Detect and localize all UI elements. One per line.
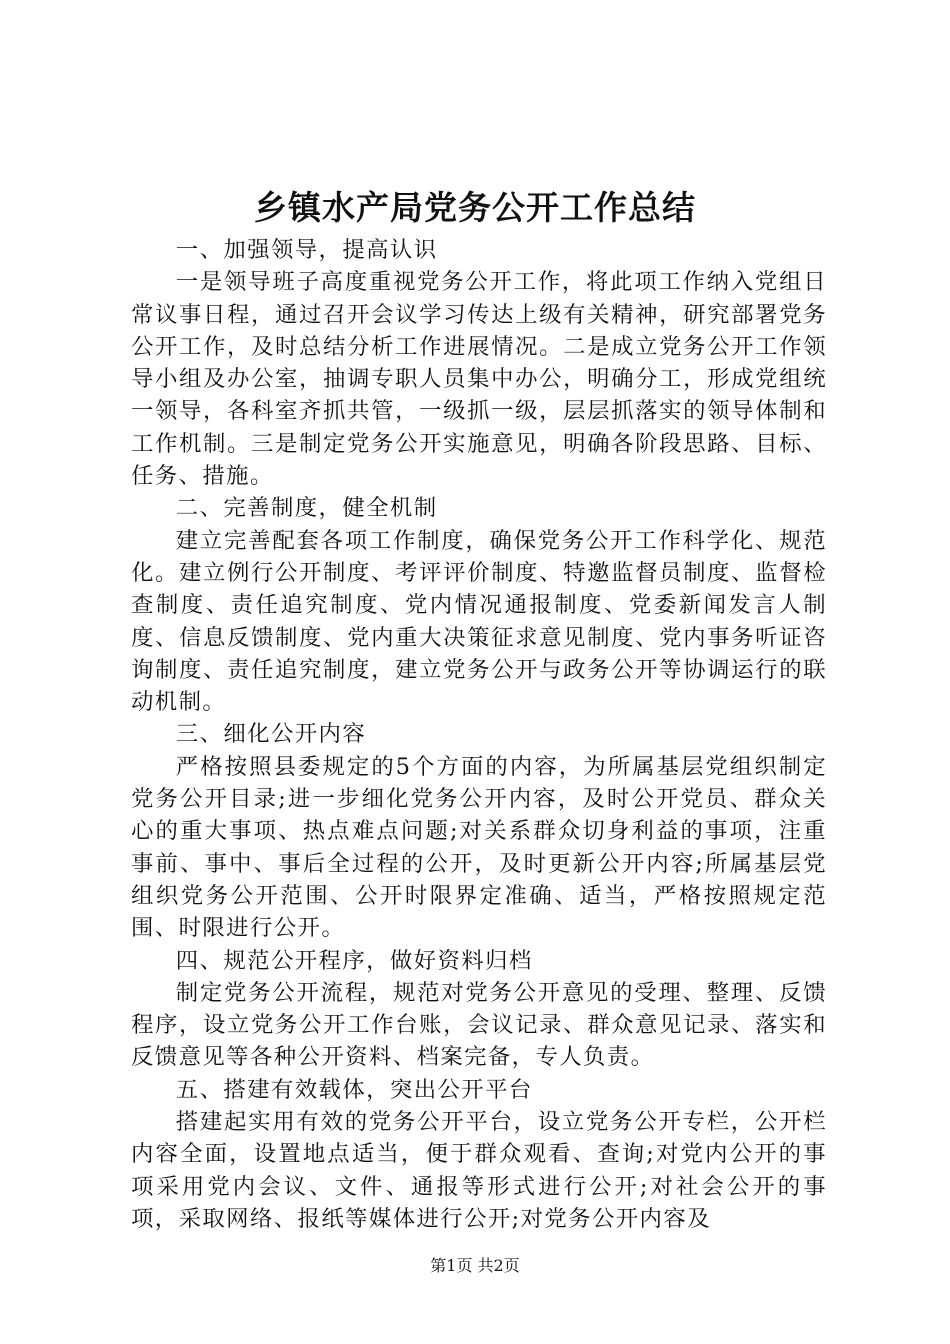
section-heading-4: 四、规范公开程序，做好资料归档 — [175, 947, 533, 974]
page-indicator: 第1页 共2页 — [430, 1256, 520, 1275]
document-title: 乡镇水产局党务公开工作总结 — [254, 188, 696, 227]
section-paragraph-1: 一是领导班子高度重视党务公开工作，将此项工作纳入党组日常议事日程，通过召开会议学习传达上级有关精神，研究部署党务公开工作，及时总结分析工作进展情况。二是成立党务公开工作领导小组及办公室，抽调专职人员集中办公，明确分工，形成党组统一领导，各科室齐抓共管，一级抓一级，层层抓落实的领导体制和工作机制。三是制定党务公开实施意见，明确各阶段思路、目标、任务、措施。 — [131, 269, 827, 490]
section-paragraph-5: 搭建起实用有效的党务公开平台，设立党务公开专栏，公开栏内容全面，设置地点适当，便于群众观看、查询;对党内公开的事项采用党内会议、文件、通报等形式进行公开;对社会公开的事项，采取网络、报纸等媒体进行公开;对党务公开内容及 — [131, 1109, 827, 1232]
section-heading-5: 五、搭建有效载体，突出公开平台 — [175, 1076, 533, 1103]
section-heading-2: 二、完善制度，健全机制 — [175, 495, 438, 522]
section-heading-1: 一、加强领导，提高认识 — [175, 237, 438, 263]
section-paragraph-4: 制定党务公开流程，规范对党务公开意见的受理、整理、反馈程序，设立党务公开工作台账，会议记录、群众意见记录、落实和反馈意见等各种公开资料、档案完备，专人负责。 — [131, 979, 827, 1071]
document-body — [131, 234, 827, 1235]
section-paragraph-2: 建立完善配套各项工作制度，确保党务公开工作科学化、规范化。建立例行公开制度、考评评价制度、特邀监督员制度、监督检查制度、责任追究制度、党内情况通报制度、党委新闻发言人制度、信息反馈制度、党内重大决策征求意见制度、党内事务听证咨询制度、责任追究制度，建立党务公开与政务公开等协调运行的联动机制。 — [131, 527, 827, 716]
section-heading-3: 三、细化公开内容 — [175, 721, 367, 748]
section-paragraph-3: 严格按照县委规定的5个方面的内容，为所属基层党组织制定党务公开目录;进一步细化党务公开内容，及时公开党员、群众关心的重大事项、热点难点问题;对关系群众切身利益的事项，注重事前、事中、事后全过程的公开，及时更新公开内容;所属基层党组织党务公开范围、公开时限界定准确、适当，严格按照规定范围、时限进行公开。 — [131, 753, 827, 942]
